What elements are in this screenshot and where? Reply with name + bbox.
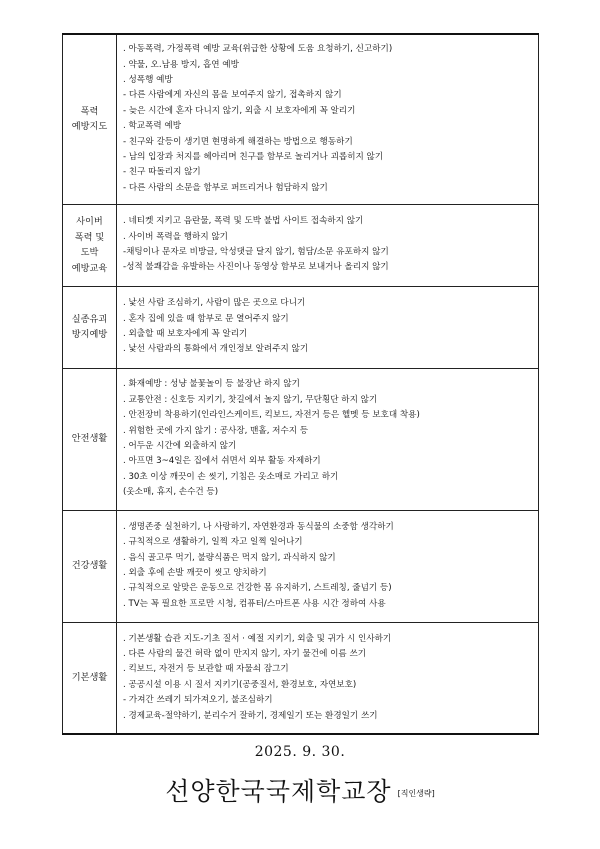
section-category [63, 204, 117, 286]
category-label-line: 사이버 [76, 216, 103, 227]
section-items [117, 622, 539, 734]
guidance-item: . 화재예방 : 성냥 불꽃놀이 등 불장난 하지 않기 [123, 379, 300, 390]
guidance-item: . 외출할 때 보호자에게 꼭 알리기 [123, 329, 248, 339]
section-category [63, 622, 117, 734]
guidance-item: . 위험한 곳에 가지 않기 : 공사장, 맨홀, 저수지 등 [123, 425, 309, 436]
guidance-item: - 친구와 갈등이 생기면 현명하게 해결하는 방법으로 행동하기 [123, 136, 353, 147]
guidance-item: - 늦은 시간에 혼자 다니지 않기, 외출 시 보호자에게 꼭 알리기 [123, 105, 356, 116]
category-label-line: 안전생활 [71, 433, 108, 445]
category-label-line: 예방교육 [71, 262, 108, 274]
guidance-item: . 30초 이상 깨끗이 손 씻기, 기침은 옷소매로 가리고 하기 [123, 471, 339, 482]
guidance-item: . 경제교육-절약하기, 분리수거 잘하기, 경제일기 또는 환경일기 쓰기 [123, 710, 378, 721]
section-items [117, 510, 539, 622]
section-row [63, 286, 539, 368]
guidance-item: . 다른 사람의 물건 허락 없이 만지지 않기, 자기 물건에 이름 쓰기 [123, 648, 367, 659]
guidance-item: . 음식 골고루 먹기, 불량식품은 먹지 않기, 과식하지 않기 [123, 552, 336, 563]
guidance-item: . TV는 꼭 필요한 프로만 시청, 컴퓨터/스마트폰 사용 시간 정하여 사용 [123, 598, 386, 609]
guidance-item: - 친구 따돌리지 않기 [123, 167, 201, 178]
guidance-item: . 낯선 사람 조심하기, 사람이 많은 곳으로 다니기 [123, 298, 306, 309]
guidance-item: . 사이버 폭력을 행하지 않기 [123, 231, 228, 242]
guidance-item: . 낯선 사람과의 통화에서 개인정보 알려주지 않기 [123, 344, 309, 355]
guidance-item: . 네티켓 지키고 음란물, 폭력 및 도박 불법 사이트 접속하지 않기 [123, 216, 364, 227]
guidance-item: . 킥보드, 자전거 등 보관할 때 자물쇠 잠그기 [123, 664, 289, 675]
signature-block [0, 772, 600, 808]
guidance-item: - 다른 사람에게 자신의 몸을 보여주지 않기, 접촉하지 않기 [123, 90, 342, 101]
category-label-line: 폭력 및 [74, 231, 105, 243]
issue-date: 2025. 9. 30. [254, 744, 346, 760]
section-category [63, 286, 117, 368]
section-category [63, 368, 117, 510]
category-label-line: 건강생활 [71, 560, 108, 572]
section-row [63, 34, 539, 204]
guidance-table [62, 33, 539, 735]
guidance-item: . 규칙적으로 생활하기, 일찍 자고 일찍 일어나기 [123, 537, 303, 548]
guidance-item: . 생명존중 실천하기, 나 사랑하기, 자연환경과 동식물의 소중함 생각하기 [123, 521, 394, 532]
category-label-line: 방지예방 [71, 329, 108, 340]
guidance-item: . 외출 후에 손발 깨끗이 씻고 양치하기 [123, 568, 267, 578]
section-row [63, 510, 539, 622]
guidance-item: . 어두운 시간에 외출하지 않기 [123, 441, 237, 451]
category-label-line: 실종유괴 [71, 313, 108, 325]
guidance-item: -채팅이나 문자로 비방글, 악성댓글 달지 않기, 험담/소문 유포하지 않기 [123, 247, 389, 257]
section-items [117, 368, 539, 510]
guidance-item: . 공공시설 이용 시 질서 지키기(공중질서, 환경보호, 자연보호) [123, 679, 357, 690]
guidance-item: . 아프면 3~4일은 집에서 쉬면서 외부 활동 자제하기 [123, 456, 321, 467]
seal-omitted-label: [직인생략] [397, 789, 435, 798]
section-row [63, 622, 539, 734]
guidance-item: - 가져간 쓰레기 되가져오기, 불조심하기 [123, 695, 273, 706]
category-label-line: 폭력 [80, 105, 99, 117]
section-category [63, 34, 117, 204]
guidance-item: - 다른 사람의 소문을 함부로 퍼뜨리거나 험담하지 않기 [123, 182, 328, 193]
category-label-line: 도박 [80, 247, 99, 258]
school-name: 선양한국국제학교장 [165, 777, 392, 806]
guidance-item: . 안전장비 착용하기(인라인스케이트, 킥보드, 자전거 등은 헬멧 등 보호대 착용) [123, 410, 420, 421]
guidance-item: . 약물, 오.남용 방지, 흡연 예방 [123, 59, 239, 70]
guidance-item: . 기본생활 습관 지도-기초 질서 · 예절 지키기, 외출 및 귀가 시 인사하기 [123, 633, 392, 644]
guidance-item: . 아동폭력, 가정폭력 예방 교육(위급한 상황에 도움 요청하기, 신고하기) [123, 44, 393, 55]
guidance-item: . 성폭행 예방 [123, 75, 173, 86]
guidance-item: . 교통안전 : 신호등 지키기, 찻길에서 놀지 않기, 무단횡단 하지 않기 [123, 394, 378, 405]
guidance-item: - 남의 입장과 처지를 헤아리며 친구를 함부로 놀리거나 괴롭히지 않기 [123, 152, 384, 163]
guidance-item: . 학교폭력 예방 [123, 121, 182, 132]
section-row [63, 368, 539, 510]
section-row [63, 204, 539, 286]
guidance-item: (옷소매, 휴지, 손수건 등) [123, 487, 219, 498]
section-items [117, 34, 539, 204]
section-items [117, 204, 539, 286]
guidance-item: . 규칙적으로 알맞은 운동으로 건강한 몸 유지하기, 스트레칭, 줄넘기 등) [123, 583, 392, 594]
guidance-item: . 혼자 집에 있을 때 함부로 문 열어주지 않기 [123, 313, 289, 324]
guidance-item: -성적 불쾌감을 유발하는 사진이나 동영상 함부로 보내거나 올리지 않기 [123, 262, 389, 273]
guidance-sheet [62, 33, 539, 735]
category-label-line: 예방지도 [71, 121, 108, 133]
category-label-line: 기본생활 [71, 672, 108, 683]
section-items [117, 286, 539, 368]
section-category [63, 510, 117, 622]
